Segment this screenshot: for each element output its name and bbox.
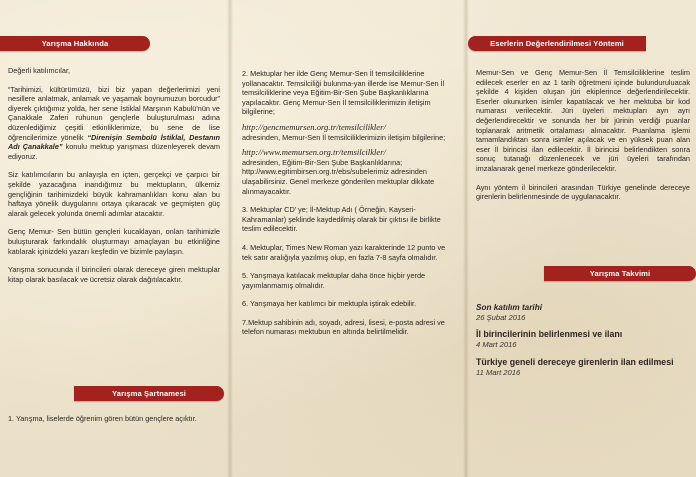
about-paragraph-2: Siz katılımcıların bu anlayışla en içten, gerçekçi ve çarpıcı bir şekilde yazacağına inandığımız bu mektupların, ülkemiz gençliğinin tarihimizdeki büyük kahramanlıkları konu alan bu haftaya yönelik duygularını ortaya çıkaracak ve geçmişten güç alarak gelecek yolunda önemli adımlar atacaktır. [8, 170, 220, 218]
schedule-item-3-date: 11 Mart 2016 [476, 368, 521, 378]
evaluation-text [476, 68, 690, 211]
schedule-item-2-title: İl birincilerinin belirlenmesi ve ilanı [476, 329, 623, 340]
banner-label: Yarışma Takvimi [589, 269, 651, 278]
competition-theme: “Direnişin Sembolü İstiklal, Destanın Adı Çanakkale” [8, 132, 220, 152]
banner-label: Yarışma Hakkında [41, 39, 109, 48]
rule-item-2: 2. Mektuplar her ilde Genç Memur-Sen İl temsilciliklerine yollanacaktır. Temsilciliği bulunma-yan illerde ise Memur-Sen İl temsilciliklerine veya Eğitim-Bir-Sen Şube Başkanlıklarına yapılacaktır. Genç Memur-Sen İl temsilciliklerimizin iletişim bilgilerine; [242, 69, 445, 117]
rules-text [242, 69, 456, 346]
section-banner-evaluation [468, 36, 646, 51]
rule-item-1: 1. Yarışma, liselerde öğrenim gören bütün gençlere açıktır. [8, 414, 197, 423]
about-paragraph-4: Yarışma sonucunda il birincileri olarak dereceye giren mektuplar kitap olarak basılacak ve ücretsiz olarak dağıtılacaktır. [8, 265, 220, 284]
schedule-item-1-date: 26 Şubat 2016 [476, 312, 526, 322]
schedule-list [476, 303, 690, 386]
rule-item-6: 6. Yarışmaya her katılımcı bir mektupla iştirak edebilir. [242, 299, 417, 309]
rule-url-1-block: http://gencmemursen.org.tr/temsilcilikler/ adresinden, Memur-Sen İl temsilciliklerimizin iletişim bilgilerine; [242, 121, 446, 142]
banner-label: Eserlerin Değerlendirilmesi Yöntemi [490, 39, 624, 48]
rule-item-3: 3. Mektuplar CD' ye; İl-Mektup Adı ( Örneğin, Kayseri-Kahramanlar) şeklinde kaydedilmiş olarak bir çıktısı ile birlikte teslim edilecektir. [242, 205, 441, 234]
section-banner-schedule [544, 266, 696, 281]
rule-item-4: 4. Mektuplar, Times New Roman yazı karakterinde 12 punto ve tek satır aralığıyla yazılmış olup, en fazla 7-8 sayfa olmalıdır. [242, 242, 446, 262]
schedule-item-3-title: Türkiye geneli dereceye girenlerin ilan edilmesi [476, 357, 674, 368]
evaluation-paragraph-2: Aynı yöntem il birincileri arasından Türkiye genelinde dereceye girenlerin belirlenmesinde de uygulanacaktır. [476, 182, 690, 202]
banner-label: Yarışma Şartnamesi [112, 389, 186, 398]
rule-url-1[interactable]: http://gencmemursen.org.tr/temsilcilikler/ [242, 121, 386, 132]
rule-item-7: 7.Mektup sahibinin adı, soyadı, adresi, lisesi, e-posta adresi ve telefon numarası mektubun en altında belirtilmelidir. [242, 317, 445, 337]
salutation: Değerli katılımcılar, [8, 66, 71, 75]
section-banner-rules [74, 386, 224, 401]
section-banner-about [0, 36, 150, 51]
column-rules [232, 0, 464, 477]
rule-url-2-block: http://www.memursen.org.tr/temsilcilkler/ adresinden, Eğitim-Bir-Sen Şube Başkanlıklarına; http://www.egitimbirsen.org.tr/ebs/subelerimiz adresinden ulaşabilirsiniz. Genel merkeze gönderilen mektuplar dikkate alınmayacaktır. [242, 147, 435, 196]
rule-url-2[interactable]: http://www.memursen.org.tr/temsilcilkler/ [242, 147, 386, 158]
evaluation-paragraph-1: Memur-Sen ve Genç Memur-Sen İl Temsilciliklerine teslim edilecek eserler en az 1 tarih öğretmeni içinde bulunduruluacak şekilde 4 kişiden oluşan jüri ekiplerince değerlendirilecektir. Eserler okunurken isimler kapatılacak ve her mektuba bir kod numarası verilecektir. Jüri üyeleri mektupları ayrı ayrı değerlendirecektir ve sonunda her bir jürinin verdiği puanlar toplanarak aritmetik ortalaması alınacaktır. Puanlama işlemi tamamlandıktan sonra isimler açılacak ve en yüksek puan alan eser İl birincisi ilan edilecektir. İl birincisi belirlendikten sonra sonuç tutanağı düzenlenecek ve jüri üyeleri tarafından imzalanarak genel merkeze gönderilecektir. [476, 68, 690, 173]
rule-item-5: 5. Yarışmaya katılacak mektuplar daha önce hiçbir yerde yayımlanmamış olmalıdır. [242, 271, 426, 290]
column-evaluation [468, 0, 696, 477]
schedule-item-1-title: Son katılım tarihi [476, 303, 542, 312]
column-about [0, 0, 229, 477]
schedule-item-2-date: 4 Mart 2016 [476, 339, 517, 349]
about-text [8, 66, 220, 293]
about-paragraph-1: “Tarihimizi, kültürümüzü, bizi biz yapan değerlerimizi yeni nesillere anlatmak, anlamak ve yaşamak boynumuzun borcudur” diyerek çıktığımız yolda, her sene İstiklal Marşının Kabulü'nün ve Çanakkale Zaferi ruhunun gençlerle buluşturulması adına düzenlediğimiz çeşitli etkinliklerimize, bu sene de lise öğrencilerimize yönelik “Direnişin Sembolü İstiklal, Destanın Adı Çanakkale” konulu mektup yarışması düzenleyerek devam ediyoruz. [8, 84, 220, 161]
about-paragraph-3: Genç Memur- Sen bütün gençleri kucaklayan, onları tarihimizle buluşturarak farkındalık oluşturmayı amaçlayan bu etkinliğine katılarak içinizdeki yazarı keşfedin ve bizimle paylaşın. [8, 227, 220, 256]
